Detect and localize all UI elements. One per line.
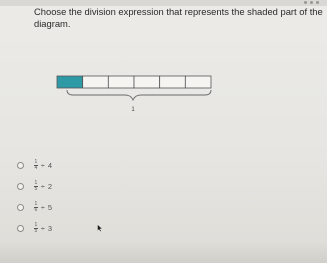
mouse-pointer-icon: [97, 224, 103, 232]
fraction: [34, 160, 38, 171]
denominator: 5: [34, 186, 38, 192]
choice-label: [34, 202, 52, 213]
numerator: 1: [34, 201, 38, 207]
division-operator: ÷: [40, 203, 45, 212]
window-dots-icon: [304, 1, 319, 4]
shaded-part: [57, 76, 83, 88]
division-operator: ÷: [40, 161, 45, 170]
question-text: Choose the division expression that represents the shaded part of the diagram.: [34, 6, 323, 29]
choice-c[interactable]: [17, 197, 52, 218]
division-operator: ÷: [40, 182, 45, 191]
answer-choices: [17, 155, 52, 239]
divisor: 5: [47, 203, 53, 212]
divisor: 3: [47, 224, 53, 233]
unshaded-part: [83, 76, 109, 88]
radio-button[interactable]: [17, 225, 24, 232]
total-brace: [67, 90, 211, 100]
denominator: 6: [34, 207, 38, 213]
unshaded-part: [160, 76, 186, 88]
choice-label: [34, 181, 52, 192]
divisor: 4: [47, 161, 53, 170]
fraction-bar: [57, 76, 211, 88]
unshaded-part: [134, 76, 160, 88]
unshaded-part: [108, 76, 134, 88]
denominator: 4: [34, 165, 38, 171]
bottom-shadow: [0, 241, 327, 263]
radio-button[interactable]: [17, 183, 24, 190]
choice-a[interactable]: [17, 155, 52, 176]
numerator: 1: [34, 222, 38, 228]
choice-b[interactable]: [17, 176, 52, 197]
radio-button[interactable]: [17, 162, 24, 169]
unshaded-part: [185, 76, 211, 88]
total-label: 1: [131, 107, 135, 113]
choice-label: [34, 160, 52, 171]
fraction-bar-diagram: [55, 74, 217, 124]
radio-button[interactable]: [17, 204, 24, 211]
fraction: [34, 202, 38, 213]
choice-label: [34, 223, 52, 234]
fraction: [34, 223, 38, 234]
denominator: 5: [34, 228, 38, 234]
divisor: 2: [47, 182, 53, 191]
choice-d[interactable]: [17, 218, 52, 239]
numerator: 1: [34, 180, 38, 186]
numerator: 1: [34, 159, 38, 165]
division-operator: ÷: [40, 224, 45, 233]
fraction: [34, 181, 38, 192]
